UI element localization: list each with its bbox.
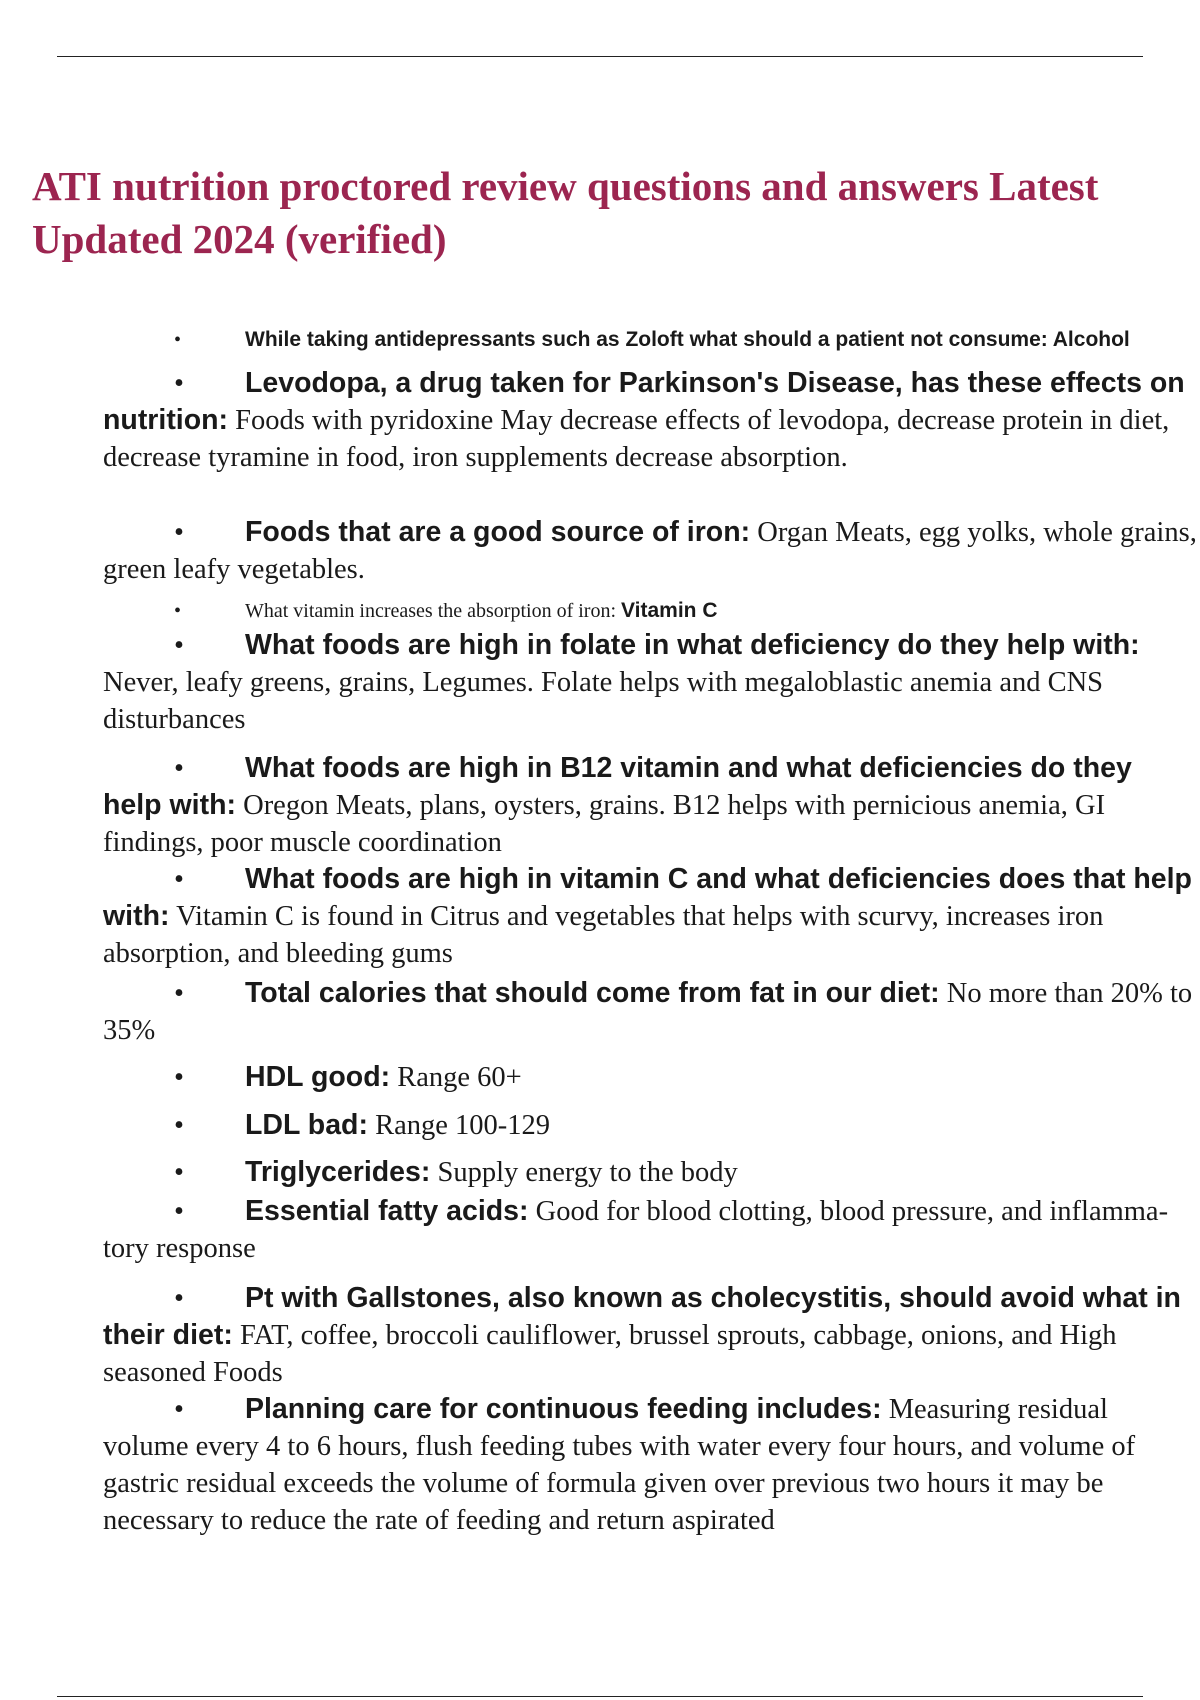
bullet-icon: • <box>174 1196 184 1227</box>
qa-item <box>103 1059 1197 1096</box>
answer-text: Organ Meats, egg yolks, whole grains, green leafy vegetables. <box>103 517 1197 585</box>
bullet-icon: • <box>174 368 184 399</box>
question-text: Foods that are a good source of iron: <box>245 516 751 548</box>
answer-text: Alcohol <box>1052 328 1130 351</box>
answer-text: Range 100-129 <box>375 1110 551 1141</box>
answer-text: Vitamin C <box>621 599 718 622</box>
qa-item <box>103 861 1197 972</box>
question-text: Total calories that should come from fat in our diet: <box>245 977 940 1009</box>
question-text: Triglycerides: <box>245 1156 431 1188</box>
answer-text: Good for blood clotting, blood pressure, and inflamma- tory response <box>103 1196 1169 1264</box>
answer-text: Oregon Meats, plans, oysters, grains. B12 helps with pernicious anemia, GI findings, poor muscle coordination <box>103 790 1106 858</box>
qa-item <box>103 1107 1197 1144</box>
question-text: HDL good: <box>245 1061 391 1093</box>
qa-item <box>103 1280 1197 1391</box>
bullet-icon: • <box>174 1394 184 1425</box>
answer-text: Foods with pyridoxine May decrease effects of levodopa, decrease protein in diet, decrease tyramine in food, iron supplements decrease absorption. <box>103 405 1170 473</box>
bullet-icon: • <box>174 864 184 895</box>
question-text: What foods are high in vitamin C and what deficiencies does that help with: <box>103 863 1192 932</box>
top-rule <box>57 56 1143 57</box>
answer-text: Measuring residual volume every 4 to 6 hours, flush feeding tubes with water every four hours, and volume of gastric residual exceeds the volume of formula given over previous two hours it may be necessary to reduce the rate of feeding and return aspirated <box>103 1394 1136 1536</box>
question-text: Levodopa, a drug taken for Parkinson's Disease, has these effects on nutrition: <box>103 367 1185 436</box>
qa-item <box>103 1391 1197 1539</box>
bullet-icon: • <box>174 1062 184 1093</box>
answer-text: Supply energy to the body <box>437 1157 738 1188</box>
question-text: What vitamin increases the absorption of iron: <box>245 600 617 622</box>
bullet-icon: • <box>174 1157 184 1188</box>
bullet-icon: • <box>174 517 184 548</box>
answer-text: Never, leafy greens, grains, Legumes. Folate helps with megaloblastic anemia and CNS disturbances <box>103 667 1104 735</box>
qa-item <box>103 975 1197 1049</box>
answer-text: No more than 20% to 35% <box>103 978 1193 1046</box>
page-title: ATI nutrition proctored review questions and answers Latest Updated 2024 (verified) <box>32 163 1099 262</box>
bullet-icon: • <box>174 630 184 661</box>
question-text: While taking antidepressants such as Zoloft what should a patient not consume: <box>245 328 1048 351</box>
answer-text: FAT, coffee, broccoli cauliflower, brussel sprouts, cabbage, onions, and High seasoned Foods <box>103 1320 1117 1388</box>
bullet-icon: • <box>174 1110 184 1141</box>
qa-item <box>103 598 1197 624</box>
qa-item <box>103 627 1197 738</box>
bullet-icon: • <box>174 600 182 622</box>
answer-text: Vitamin C is found in Citrus and vegetables that helps with scurvy, increases iron absorption, and bleeding gums <box>103 901 1104 969</box>
question-text: What foods are high in B12 vitamin and what deficiencies do they help with: <box>103 752 1132 821</box>
bottom-rule <box>57 1696 1143 1697</box>
qa-item <box>103 514 1197 588</box>
bullet-icon: • <box>174 329 182 351</box>
qa-item <box>103 327 1197 353</box>
question-text: LDL bad: <box>245 1109 368 1141</box>
bullet-icon: • <box>174 978 184 1009</box>
qa-item <box>103 750 1197 861</box>
question-text: What foods are high in folate in what deficiency do they help with: <box>245 629 1140 661</box>
question-text: Essential fatty acids: <box>245 1195 529 1227</box>
bullet-icon: • <box>174 1283 184 1314</box>
qa-item <box>103 1193 1197 1267</box>
question-text: Pt with Gallstones, also known as cholecystitis, should avoid what in their diet: <box>103 1282 1181 1351</box>
qa-item <box>103 365 1197 476</box>
question-text: Planning care for continuous feeding includes: <box>245 1393 882 1425</box>
answer-text: Range 60+ <box>397 1062 522 1093</box>
bullet-icon: • <box>174 753 184 784</box>
qa-item <box>103 1154 1197 1191</box>
